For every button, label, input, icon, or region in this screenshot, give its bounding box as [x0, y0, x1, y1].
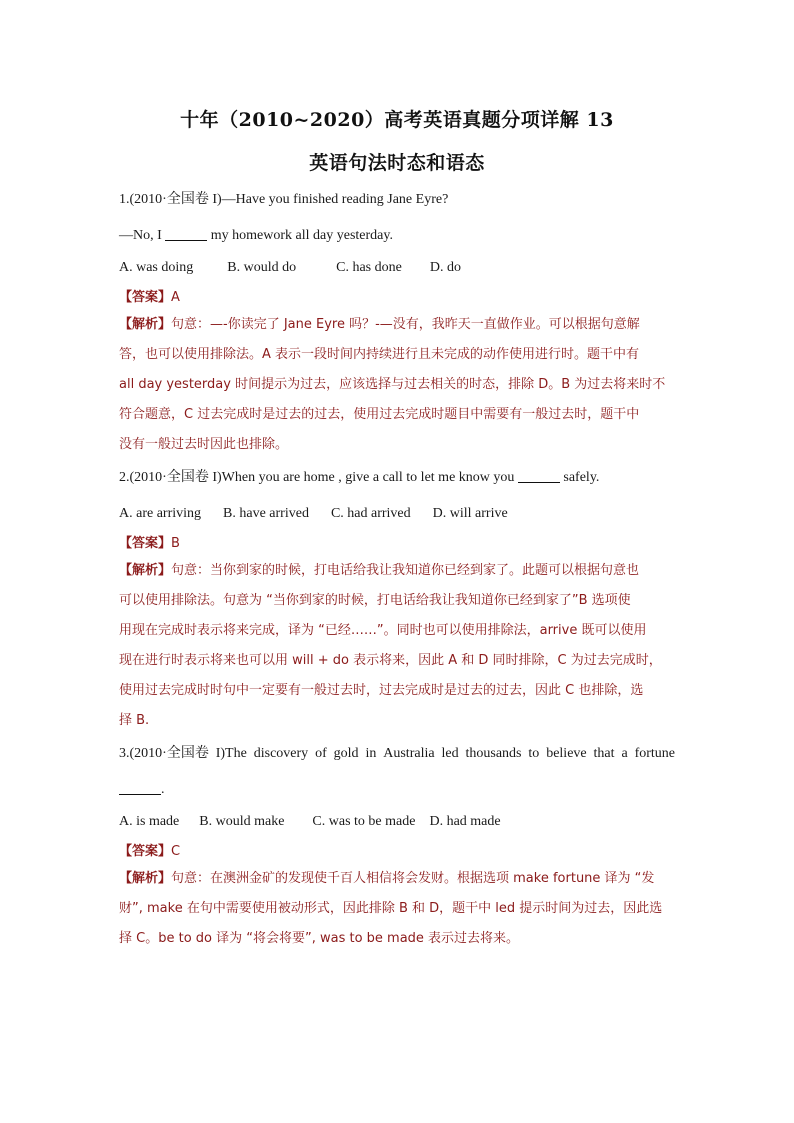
stem-word: in	[365, 746, 377, 761]
question-1-stem: 1.(2010·全国卷 I)—Have you finished reading Jane Eyre?	[119, 192, 449, 207]
option-b: B. would do	[227, 260, 297, 275]
answer-label: 【答案】	[119, 844, 172, 859]
analysis-line: all day yesterday 时间提示为过去，应该选择与过去相关的时态，排除 D。B 为过去将来时不	[119, 377, 666, 392]
document-title: 十年（2010~2020）高考英语真题分项详解 13	[180, 109, 614, 131]
stem-word: led	[441, 746, 459, 761]
question-1	[119, 190, 675, 460]
question-3	[119, 744, 675, 954]
analysis-line: 择 C。be to do 译为 “将会将要”, was to be made 表示过去将来。	[119, 931, 520, 946]
document-body	[119, 190, 675, 954]
answer-value: A	[171, 290, 180, 305]
stem-word: thousands	[465, 746, 522, 761]
question-3-stem-post: .	[161, 782, 165, 797]
option-c: C. has done	[336, 260, 402, 275]
analysis-line: 可以使用排除法。句意为 “当你到家的时候，打电话给我让我知道你已经到家了”B 选项使	[119, 593, 631, 608]
stem-word: of	[315, 746, 327, 761]
answer-value: B	[171, 536, 180, 551]
option-b: B. would make	[199, 814, 285, 829]
option-d: D. will arrive	[432, 506, 508, 521]
analysis-line: 没有一般过去时因此也排除。	[119, 437, 289, 452]
question-2-options	[119, 504, 675, 524]
question-3-stem	[119, 744, 675, 764]
question-1-options	[119, 258, 675, 278]
question-1-analysis	[119, 310, 675, 460]
answer-value: C	[171, 844, 181, 859]
option-c: C. was to be made	[312, 814, 416, 829]
stem-word: fortune	[634, 746, 675, 761]
question-1-answer	[119, 288, 675, 308]
option-d: D. do	[429, 260, 461, 275]
stem-word: believe	[546, 746, 587, 761]
analysis-line: 符合题意，C 过去完成时是过去的过去，使用过去完成时题目中需要有一般过去时，题干中	[119, 407, 640, 422]
question-3-analysis	[119, 864, 675, 954]
question-3-answer	[119, 842, 675, 862]
answer-blank	[518, 468, 560, 483]
answer-blank	[119, 780, 161, 795]
stem-word: I)The	[215, 746, 247, 761]
answer-label: 【答案】	[119, 536, 172, 551]
answer-blank	[165, 226, 207, 241]
analysis-line: 现在进行时表示将来也可以用 will + do 表示将来，因此 A 和 D 同时排除，C 为过去完成时，	[119, 653, 662, 668]
question-1-stem-line2	[119, 226, 675, 246]
stem-word: that	[593, 746, 615, 761]
question-2-stem	[119, 468, 675, 488]
question-3-stem-line2	[119, 780, 675, 800]
question-2-analysis	[119, 556, 675, 736]
analysis-line: 用现在完成时表示将来完成，译为 “已经……”。同时也可以使用排除法，arrive 既可以使用	[119, 623, 647, 638]
option-b: B. have arrived	[223, 506, 309, 521]
answer-label: 【答案】	[119, 290, 172, 305]
analysis-line: 择 B.	[119, 713, 150, 728]
stem-word: a	[621, 746, 628, 761]
option-a: A. are arriving	[119, 506, 202, 521]
stem-word: 3.(2010·全国卷	[119, 746, 209, 761]
analysis-line: 句意：在澳洲金矿的发现使千百人相信将会发财。根据选项 make fortune 译为 “发	[171, 871, 655, 886]
question-2-stem-post: safely.	[563, 470, 600, 485]
option-a: A. was doing	[119, 260, 194, 275]
stem-word: to	[528, 746, 540, 761]
question-2-answer	[119, 534, 675, 554]
stem-word: Australia	[383, 746, 435, 761]
option-a: A. is made	[119, 814, 180, 829]
question-3-options	[119, 812, 675, 832]
stem-word: discovery	[253, 746, 309, 761]
analysis-label: 【解析】	[119, 871, 172, 886]
analysis-label: 【解析】	[119, 317, 172, 332]
option-d: D. had made	[429, 814, 501, 829]
option-c: C. had arrived	[330, 506, 411, 521]
analysis-label: 【解析】	[119, 563, 172, 578]
analysis-line: 句意：当你到家的时候，打电话给我让我知道你已经到家了。此题可以根据句意也	[171, 563, 640, 578]
question-2-stem-pre: 2.(2010·全国卷 I)When you are home , give a call to let me know you	[119, 470, 515, 485]
analysis-line: 答，也可以使用排除法。A 表示一段时间内持续进行且未完成的动作使用进行时。题干中有	[119, 347, 640, 362]
document-subtitle: 英语句法时态和语态	[309, 152, 485, 174]
question-2	[119, 468, 675, 736]
question-1-stem-post: my homework all day yesterday.	[210, 228, 393, 243]
stem-word: gold	[333, 746, 359, 761]
analysis-line: 使用过去完成时时句中一定要有一般过去时，过去完成时是过去的过去，因此 C 也排除，选	[119, 683, 644, 698]
question-1-stem-pre: —No, I	[119, 228, 162, 243]
analysis-line: 句意：—-你读完了 Jane Eyre 吗？-—没有，我昨天一直做作业。可以根据句意解	[171, 317, 640, 332]
analysis-line: 财”, make 在句中需要使用被动形式，因此排除 B 和 D，题干中 led 提示时间为过去，因此选	[119, 901, 663, 916]
